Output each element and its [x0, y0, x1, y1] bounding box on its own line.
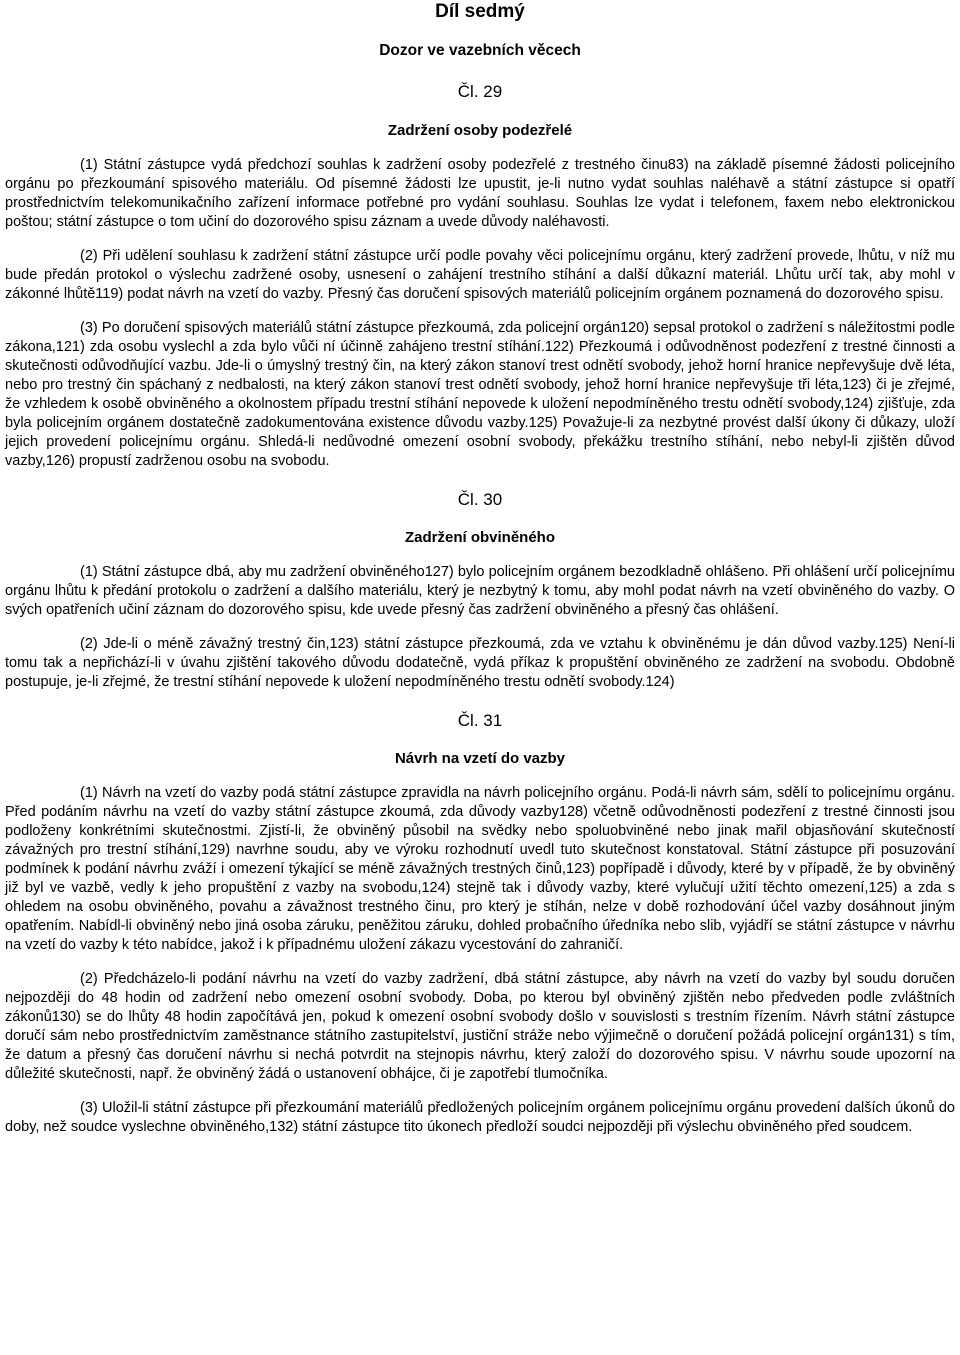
- article-29-paragraph-3: (3) Po doručení spisových materiálů státní zástupce přezkoumá, zda policejní orgán120) sepsal protokol o zadržení s náležitostmi podle zákona,121) zda osobu vyslechl a zda bylo vůči ní účinně zahájeno trestní stíhání.122) Přezkoumá i odůvodněnost podezření z trestné činnosti a skutečnosti odůvodňující vazbu. Jde-li o úmyslný trestný čin, na který zákon stanoví trest odnětí svobody, jehož horní hranice nepřevyšuje dvě léta, nebo pro trestný čin spáchaný z nedbalosti, na který zákon stanoví trest odnětí svobody, jehož horní hranice nepřevyšuje tři léta,123) či je zřejmé, že vzhledem k osobě obviněného a okolnostem případu trestní stíhání nepovede k uložení nepodmíněného trestu odnětí svobody,124) zjišťuje, zda byla policejním orgánem dostatečně zadokumentována existence důvodu vazby.125) Považuje-li za nezbytné provést další úkony či důkazy, uloží jejich provedení policejnímu orgánu. Shledá-li nedůvodné omezení osobní svobody, překážku trestního stíhání, nebo nebyl-li zjištěn důvod vazby,126) propustí zadrženou osobu na svobodu.: [5, 320, 955, 469]
- article-31-paragraph-3: (3) Uložil-li státní zástupce při přezkoumání materiálů předložených policejním orgánem policejnímu orgánu provedení dalších úkonů do doby, než soudce vyslechne obviněného,132) státní zástupce tito úkonech předloží soudci nejpozději při výslechu obviněného před soudcem.: [5, 1100, 955, 1135]
- article-29-paragraph-2: (2) Při udělení souhlasu k zadržení státní zástupce určí podle povahy věci policejnímu orgánu, který zadržení provede, lhůtu, v níž mu bude předán protokol o výslechu zadržené osoby, usnesení o zahájení trestního stíhání a další důkazní materiál. Lhůtu určí tak, aby mohl v zákonné lhůtě119) podat návrh na vzetí do vazby. Přesný čas doručení spisových materiálů policejním orgánem poznamená do dozorového spisu.: [5, 248, 955, 302]
- article-31-title: Návrh na vzetí do vazby: [394, 750, 566, 767]
- article-30-paragraph-1: (1) Státní zástupce dbá, aby mu zadržení obviněného127) bylo policejním orgánem bezodkladně ohlášeno. Při ohlášení určí policejnímu orgánu lhůtu k předání protokolu o zadržení a dalšího materiálu, který je nezbytný k tomu, aby mohl podat návrh na vzetí obviněného do vazby. O svých opatřeních učiní záznam do dozorového spisu, kde uvede přesný čas zadržení obviněného a přesný čas ohlášení.: [5, 564, 955, 618]
- article-30-number: Čl. 30: [457, 490, 503, 509]
- article-31-paragraph-1: (1) Návrh na vzetí do vazby podá státní zástupce zpravidla na návrh policejního orgánu. Podá-li návrh sám, sdělí to policejnímu orgánu. Před podáním návrhu na vzetí do vazby státní zástupce zkoumá, zda důvody vazby128) včetně odůvodněnosti podezření z trestné činnosti jsou podloženy konkrétními skutečnostmi. Zjistí-li, že obviněný působil na svědky nebo spoluobviněné nebo jinak mařil objasňování skutečností závažných pro trestní stíhání,129) navrhne soudu, aby ve výroku rozhodnutí uvedl tuto skutečnost konstatoval. Státní zástupce při posuzování podmínek k podání návrhu zváží i omezení týkající se méně závažných trestných činů,123) popřípadě i důvody, které by v případě, že by obviněný již byl ve vazbě, vedly k jeho propuštění z vazby na svobodu,124) stejně tak i důvody vazby, které vylučují užití těchto omezení,125) a zda s ohledem na osobu obviněného, povahu a závažnost trestného činu, pro který je stíhán, nelze v době rozhodování účel vazby dosáhnout jiným opatřením. Nabídl-li obviněný nebo jiná osoba záruku, peněžitou záruku, dohled probačního úředníka nebo slib, vyjádří se státní zástupce v návrhu na vzetí do vazby k této nabídce, jakož i k případnému uložení zákazu vycestování do zahraničí.: [5, 785, 955, 953]
- article-29-number: Čl. 29: [457, 82, 503, 101]
- article-31-paragraph-2: (2) Předcházelo-li podání návrhu na vzetí do vazby zadržení, dbá státní zástupce, aby návrh na vzetí do vazby byl soudu doručen nejpozději do 48 hodin od zadržení nebo omezení osobní svobody. Doba, po kterou byl obviněný zjištěn nebo předveden podle zvláštních zákonů130) se do lhůty 48 hodin započítává jen, pokud k omezení osobní svobody došlo v souvislosti s trestním řízením. Návrh státní zástupce doručí sám nebo prostřednictvím zaměstnance státního zastupitelství, justiční stráže nebo výjimečně o doručení požádá policejní orgán131) s tím, že datum a přesný čas doručení návrhu si nechá potvrdit na stejnopis návrhu, který založí do dozorového spisu. V návrhu soude upozorní na důležité skutečnosti, např. že obviněný žádá o ustanovení obhájce, či je zapotřebí tlumočníka.: [5, 971, 955, 1082]
- article-31-number: Čl. 31: [457, 711, 503, 730]
- article-29-title: Zadržení osoby podezřelé: [387, 122, 573, 139]
- part-subtitle: Dozor ve vazebních věcech: [379, 42, 581, 59]
- article-29-paragraph-1: (1) Státní zástupce vydá předchozí souhlas k zadržení osoby podezřelé z trestného činu83) na základě písemné žádosti policejního orgánu po přezkoumání spisového materiálu. Od písemné žádosti lze upustit, je-li nutno vydat souhlas naléhavě a státní zástupce si opatří prostřednictvím telekomunikačního zařízení informace potřebné pro vydání souhlasu. Souhlas lze vydat i telefonem, faxem nebo elektronickou poštou; státní zástupce o tom učiní do dozorového spisu záznam a uvede důvody naléhavosti.: [5, 157, 955, 230]
- article-30-title: Zadržení obviněného: [404, 529, 555, 546]
- article-30-paragraph-2: (2) Jde-li o méně závažný trestný čin,123) státní zástupce přezkoumá, zda ve vztahu k obviněnému je dán důvod vazby.125) Není-li tomu tak a nepřichází-li v úvahu zjištění takového důvodu dodatečně, vydá příkaz k propuštění obviněného ze zadržení na svobodu. Obdobně postupuje, je-li zřejmé, že trestní stíhání nepovede k uložení nepodmíněného trestu odnětí svobody.124): [5, 636, 955, 690]
- part-title: Díl sedmý: [435, 1, 525, 22]
